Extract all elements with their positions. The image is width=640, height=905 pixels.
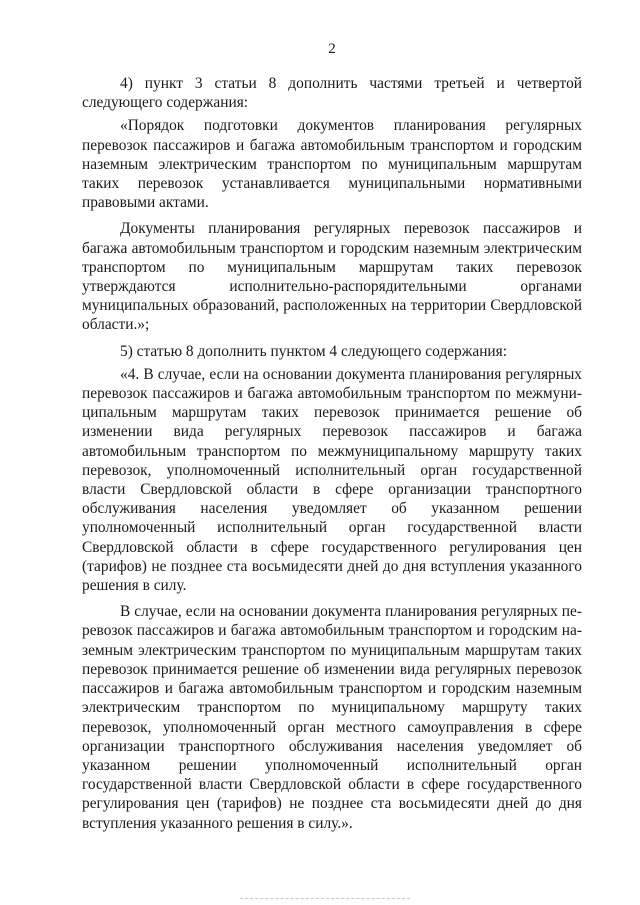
paragraph-quote-procedure: «Порядок подготовки документов планирования регулярных перевозок пассажиров и багажа автомобильным транспортом и городским наземным электрическим транспортом по муниципальным маршрутам таких перевозок устанавливается муниципальными нормативными правовыми актами. [82, 117, 582, 212]
paragraph-planning-documents: Документы планирования регулярных перевозок пассажиров и багажа автомобильным транспортом и городским наземным электрическим транспортом по муниципальным маршрутам таких перевозок утверждаются исполнительно-распорядительными органами муниципальных образований, расположенных на территории Свердловской области.»; [82, 220, 582, 334]
paragraph-municipal-case: В случае, если на основании документа планирования регулярных перевозок пассажиров и багажа автомобильным транспортом и городским наземным электрическим транспортом по муниципальным маршрутам таких перевозок принимается решение об изменении вида регулярных перевозок пассажиров и багажа автомобильным транспортом и городским наземным электрическим транспортом по муниципальному маршруту таких перевозок, уполномоченный орган местного самоуправления в сфере организации транспортного обслуживания населения уведомляет об указанном решении уполномоченный исполнительный орган государственной власти Свердловской области в сфере государственного регулирования цен (тарифов) не позднее ста восьмидесяти дней до дня вступления указанного решения в силу.». [82, 603, 582, 832]
footer-divider [240, 898, 410, 899]
paragraph-amendment-4: 4) пункт 3 статьи 8 дополнить частями третьей и четвертой следующего содержания: [82, 75, 582, 112]
document-page [82, 40, 582, 840]
page-number: 2 [328, 41, 336, 57]
paragraph-point-4: «4. В случае, если на основании документа планирования регулярных перевозок пассажиров и багажа автомобильным транспортом по межмуниципальным маршрутам таких перевозок принимается решение об изменении вида регулярных перевозок пассажиров и багажа автомобильным транспортом по межмуниципальному маршруту таких перевозок, уполномоченный исполнительный орган государственной власти Свердловской области в сфере организации транспортного обслуживания населения уведомляет об указанном решении уполномоченный исполнительный орган государственной власти Свердловской области в сфере государственного регулирования цен (тарифов) не позднее ста восьмидесяти дней до дня вступления указанного решения в силу. [82, 365, 582, 595]
paragraph-amendment-5: 5) статью 8 дополнить пунктом 4 следующего содержания: [120, 342, 508, 360]
